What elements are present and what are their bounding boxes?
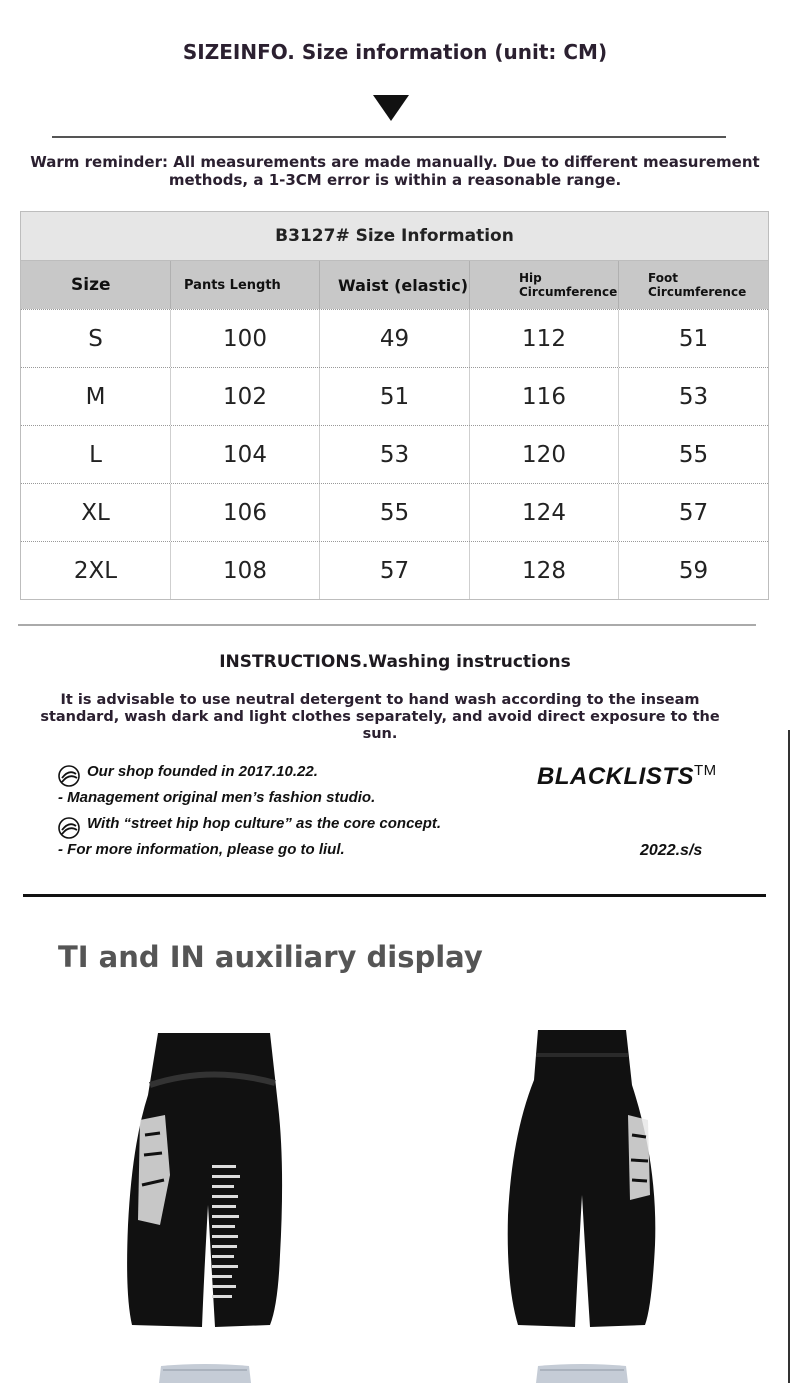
cell-pants-length: 102 <box>171 368 320 425</box>
spiral-logo-icon <box>58 817 80 839</box>
cell-hip: 112 <box>470 310 619 367</box>
size-table-row <box>21 541 768 599</box>
promo-line-concept: With “street hip hop culture” as the core concept. <box>87 815 442 832</box>
cell-hip: 128 <box>470 542 619 599</box>
cell-foot: 55 <box>678 441 709 468</box>
black-pants-front-image <box>120 1025 305 1335</box>
brand-logo <box>537 762 717 791</box>
size-table-row <box>21 425 768 483</box>
promo-line-info: - For more information, please go to liul. <box>58 841 345 858</box>
promo-line-founded: Our shop founded in 2017.10.22. <box>87 763 318 780</box>
cell-foot: 51 <box>678 325 709 352</box>
cell-waist: 49 <box>320 310 470 367</box>
header-foot: Foot Circumference <box>648 271 747 299</box>
cell-size: XL <box>21 484 171 541</box>
size-table-row <box>21 367 768 425</box>
down-arrow-icon <box>373 95 409 121</box>
cell-size: M <box>21 368 171 425</box>
cell-foot: 57 <box>678 499 709 526</box>
cell-size: 2XL <box>21 542 171 599</box>
header-waist: Waist (elastic) <box>320 261 470 309</box>
trademark: TM <box>694 762 717 779</box>
cell-pants-length: 100 <box>171 310 320 367</box>
brand-name: BLACKLISTS <box>537 763 694 790</box>
size-table-title: B3127# Size Information <box>21 212 768 261</box>
cell-size: L <box>21 426 171 483</box>
cell-waist: 53 <box>320 426 470 483</box>
size-table-row <box>21 483 768 541</box>
cell-pants-length: 104 <box>171 426 320 483</box>
size-info-title: SIZEINFO. Size information (unit: CM) <box>182 40 608 64</box>
instructions-title: INSTRUCTIONS.Washing instructions <box>219 652 571 672</box>
black-pants-back-image <box>500 1025 665 1335</box>
cell-waist: 55 <box>320 484 470 541</box>
size-table-row <box>21 309 768 367</box>
cell-hip: 120 <box>470 426 619 483</box>
divider <box>23 894 766 897</box>
instructions-text: It is advisable to use neutral detergent to hand wash according to the inseam standard, wash dark and light clothes separately, and avoid direct exposure to the sun. <box>40 692 720 742</box>
cell-waist: 51 <box>320 368 470 425</box>
auxiliary-display-title: TI and IN auxiliary display <box>58 940 483 974</box>
cell-foot: 59 <box>678 557 709 584</box>
cell-foot: 53 <box>678 383 709 410</box>
light-pants-image <box>532 1362 632 1383</box>
spiral-logo-icon <box>58 765 80 787</box>
cell-size: S <box>21 310 171 367</box>
cell-hip: 124 <box>470 484 619 541</box>
header-pants-length: Pants Length <box>171 261 320 309</box>
divider <box>18 624 756 626</box>
header-hip: Hip Circumference <box>470 261 619 309</box>
light-pants-image <box>155 1362 255 1383</box>
header-size: Size <box>21 261 171 309</box>
cell-hip: 116 <box>470 368 619 425</box>
season-label: 2022.s/s <box>640 842 703 859</box>
size-table <box>20 211 769 600</box>
cell-pants-length: 106 <box>171 484 320 541</box>
size-table-header <box>21 261 768 309</box>
cell-waist: 57 <box>320 542 470 599</box>
promo-line-studio: - Management original men’s fashion studio. <box>58 789 376 806</box>
cell-pants-length: 108 <box>171 542 320 599</box>
warm-reminder: Warm reminder: All measurements are made manually. Due to different measurement methods, a 1-3CM error is within a reasonable range. <box>30 153 760 189</box>
divider <box>52 136 726 138</box>
